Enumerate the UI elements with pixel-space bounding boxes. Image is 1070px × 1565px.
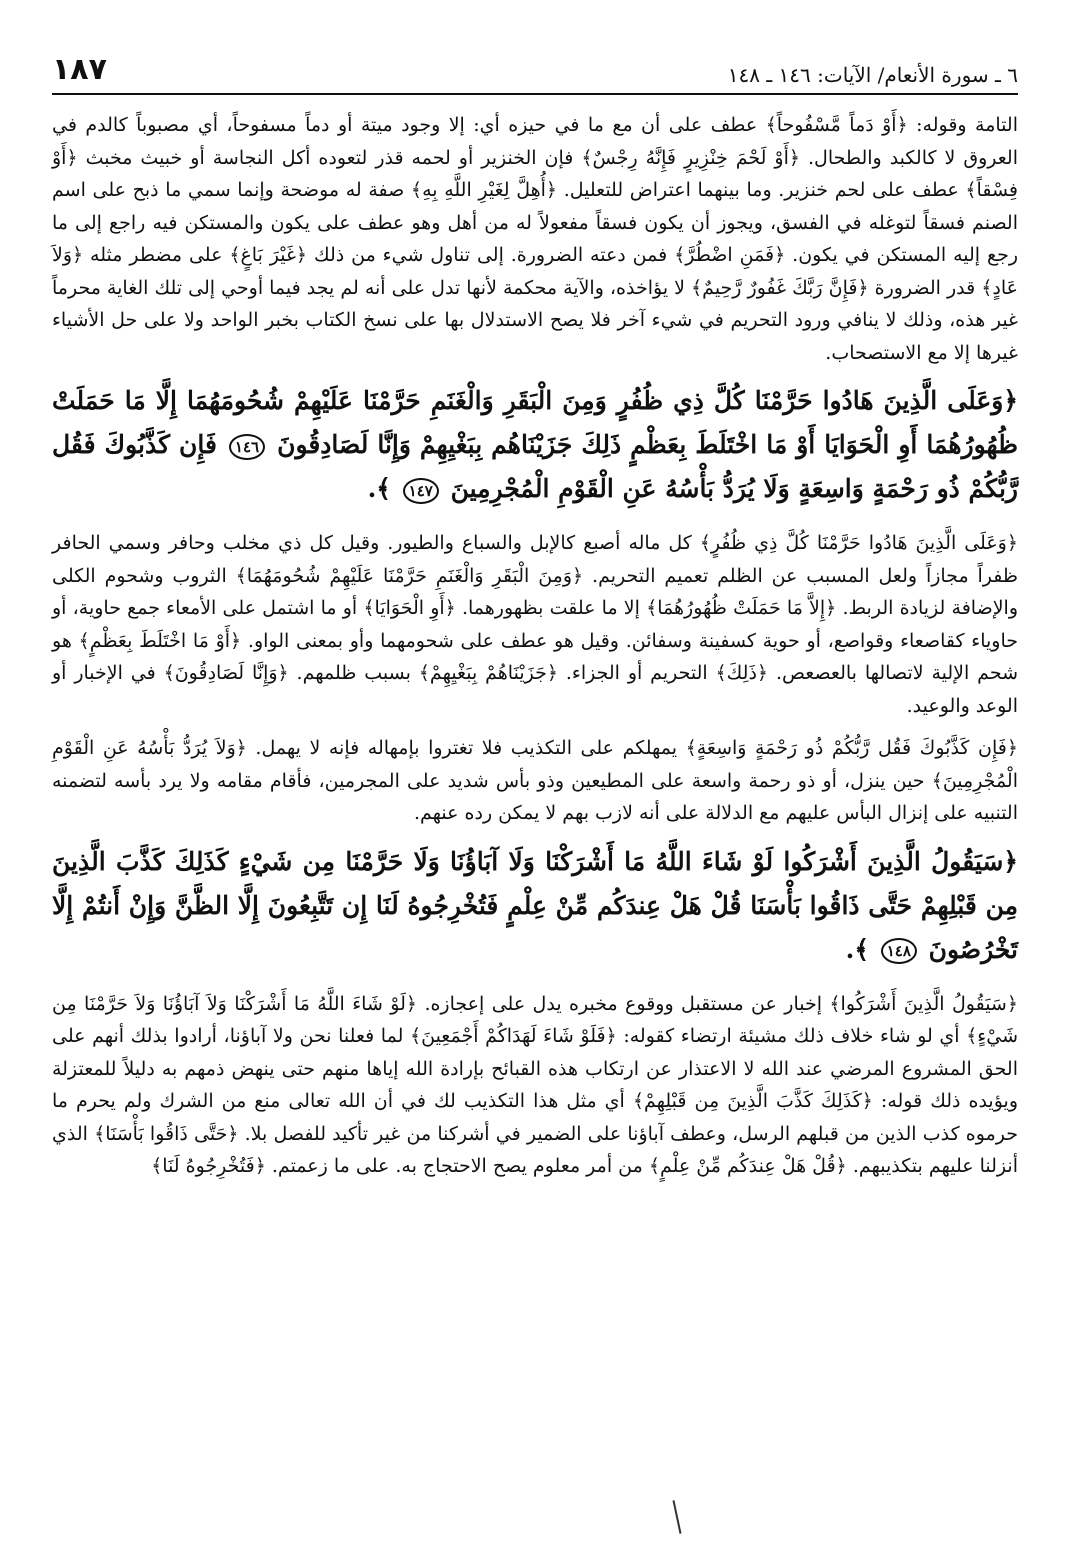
quran-verse-148 (52, 840, 1018, 972)
commentary-paragraph-4: ﴿سَيَقُولُ الَّذِينَ أَشْرَكُوا﴾ إخبار عن مستقبل ووقوع مخبره يدل على إعجازه. ﴿لَوْ شَاءَ اللَّهُ مَا أَشْرَكْنَا وَلاَ آبَاؤُنَا وَلاَ حَرَّمْنَا مِن شَيْءٍ﴾ أي لو شاء خلاف ذلك مشيئة ارتضاء كقوله: ﴿فَلَوْ شَاءَ لَهَدَاكُمْ أَجْمَعِينَ﴾ لما فعلنا نحن ولا آباؤنا، أرادوا بذلك أنهم على الحق المشروع المرضي عند الله لا الاعتذار عن ارتكاب هذه القبائح بإرادة الله إياها منهم حتى ينهض ذمهم به دليلاً للمعتزلة ويؤيده ذلك قوله: ﴿كَذَلِكَ كَذَّبَ الَّذِينَ مِن قَبْلِهِمْ﴾ أي مثل هذا التكذيب لك في أن الله تعالى منع من الشرك ولم يحرم ما حرموه كذب الذين من قبلهم الرسل، وعطف آباؤنا على الضمير في أشركنا من غير تأكيد للفصل بلا. ﴿حَتَّى ذَاقُوا بَأْسَنَا﴾ الذي أنزلنا عليهم بتكذيبهم. ﴿قُلْ هَلْ عِندَكُم مِّنْ عِلْمٍ﴾ من أمر معلوم يصح الاحتجاج به. على ما زعمتم. ﴿فَتُخْرِجُوهُ لَنَا﴾ (52, 992, 1018, 1177)
ayah-number-147: ١٤٧ (403, 478, 439, 504)
verse-148-text: ﴿سَيَقُولُ الَّذِينَ أَشْرَكُوا لَوْ شَاءَ اللَّهُ مَا أَشْرَكْنَا وَلَا آبَاؤُنَا وَلَا حَرَّمْنَا مِن شَيْءٍ كَذَلِكَ كَذَّبَ الَّذِينَ مِن قَبْلِهِمْ حَتَّى ذَاقُوا بَأْسَنَا قُلْ هَلْ عِندَكُم مِّنْ عِلْمٍ فَتُخْرِجُوهُ لَنَا إِن تَتَّبِعُونَ إِلَّا الظَّنَّ وَإِنْ أَنتُمْ إِلَّا تَخْرُصُونَ (52, 846, 1018, 964)
verse-147-text: فَإِن كَذَّبُوكَ فَقُل رَّبُّكُمْ ذُو رَحْمَةٍ وَاسِعَةٍ وَلَا يُرَدُّ بَأْسُهُ عَنِ الْقَوْمِ الْمُجْرِمِينَ (52, 430, 1018, 503)
page-number: ١٨٧ (52, 52, 107, 87)
commentary-paragraph-3: ﴿فَإِن كَذَّبُوكَ فَقُل رَّبُّكُمْ ذُو رَحْمَةٍ وَاسِعَةٍ﴾ يمهلكم على التكذيب فلا تغتروا بإمهاله فإنه لا يهمل. ﴿وَلاَ يُرَدُّ بَأْسُهُ عَنِ الْقَوْمِ الْمُجْرِمِينَ﴾ حين ينزل، أو ذو رحمة واسعة على المطيعين وذو بأس شديد على المجرمين، فأقام مقامه ولا يرد بأسه لتضمنه التنبيه على إنزال البأس عليهم مع الدلالة على أنه لازب بهم لا يمكن رده عنهم. (52, 737, 1018, 824)
quran-verses-146-147 (52, 379, 1018, 511)
surah-verses-heading: ٦ ـ سورة الأنعام/ الآيات: ١٤٦ ـ ١٤٨ (727, 63, 1018, 87)
ayah-number-148: ١٤٨ (881, 938, 917, 964)
commentary-paragraph-2: ﴿وَعَلَى الَّذِينَ هَادُوا حَرَّمْنَا كُلَّ ذِي ظُفُرٍ﴾ كل ماله أصبع كالإبل والسباع والطيور. وقيل كل ذي مخلب وحافر وسمي الحافر ظفراً مجازاً ولعل المسبب عن الظلم تعميم التحريم. ﴿وَمِنَ الْبَقَرِ وَالْغَنَمِ حَرَّمْنَا عَلَيْهِمْ شُحُومَهُمَا﴾ الثروب وشحوم الكلى والإضافة لزيادة الربط. ﴿إِلاَّ مَا حَمَلَتْ ظُهُورُهُمَا﴾ إلا ما علقت بظهورهما. ﴿أَوِ الْحَوَايَا﴾ أو ما اشتمل على الأمعاء جمع حاوية، أو حاوياء كقاصعاء وقواصع، أو حوية كسفينة وسفائن. وقيل هو عطف على شحومهما وأو بمعنى الواو. ﴿أَوْ مَا اخْتَلَطَ بِعَظْمٍ﴾ هو شحم الإلية لاتصالها بالعصعص. ﴿ذَلِكَ﴾ التحريم أو الجزاء. ﴿جَزَيْنَاهُمْ بِبَغْيِهِمْ﴾ بسبب ظلمهم. ﴿وَإِنَّا لَصَادِقُونَ﴾ في الإخبار أو الوعد والوعيد. (52, 532, 1018, 717)
commentary-paragraph-1: التامة وقوله: ﴿أَوْ دَماً مَّسْفُوحاً﴾ عطف على أن مع ما في حيزه أي: إلا وجود ميتة أو دماً مسفوحاً، أي مصبوباً كالدم في العروق لا كالكبد والطحال. ﴿أَوْ لَحْمَ خِنْزِيرٍ فَإِنَّهُ رِجْسٌ﴾ فإن الخنزير أو لحمه قذر لتعوده أكل النجاسة أو خبيث مخبث ﴿أَوْ فِسْقاً﴾ عطف على لحم خنزير. وما بينهما اعتراض للتعليل. ﴿أُهِلَّ لِغَيْرِ اللَّهِ بِهِ﴾ صفة له موضحة وإنما سمي ما ذبح على اسم الصنم فسقاً لتوغله في الفسق، ويجوز أن يكون فسقاً مفعولاً له من أهل وهو عطف على يكون والمستكن فيه راجع إلى ما رجع إليه المستكن في يكون. ﴿فَمَنِ اضْطُرَّ﴾ فمن دعته الضرورة. إلى تناول شيء من ذلك ﴿غَيْرَ بَاغٍ﴾ على مضطر مثله ﴿وَلاَ عَادٍ﴾ قدر الضرورة ﴿فَإِنَّ رَبَّكَ غَفُورٌ رَّحِيمٌ﴾ لا يؤاخذه، والآية محكمة لأنها تدل على أنه لم يجد فيما أوحي إلى تلك الغاية محرماً غير هذه، وذلك لا ينافي ورود التحريم في شيء آخر فلا يصح الاستدلال بها على نسخ الكتاب بخبر الواحد ولا على حل الأشياء غيرها إلا مع الاستصحاب. (52, 114, 1019, 364)
verse-closing-bracket-2: ﴾. (845, 934, 869, 964)
verse-closing-bracket: ﴾. (367, 474, 391, 503)
ayah-number-146: ١٤٦ (229, 434, 265, 460)
verse-146-text: ﴿وَعَلَى الَّذِينَ هَادُوا حَرَّمْنَا كُلَّ ذِي ظُفُرٍ وَمِنَ الْبَقَرِ وَالْغَنَمِ حَرَّمْنَا عَلَيْهِمْ شُحُومَهُمَا إِلَّا مَا حَمَلَتْ ظُهُورُهُمَا أَوِ الْحَوَايَا أَوْ مَا اخْتَلَطَ بِعَظْمٍ ذَلِكَ جَزَيْنَاهُم بِبَغْيِهِمْ وَإِنَّا لَصَادِقُونَ (52, 386, 1018, 459)
page-header (52, 52, 1018, 95)
